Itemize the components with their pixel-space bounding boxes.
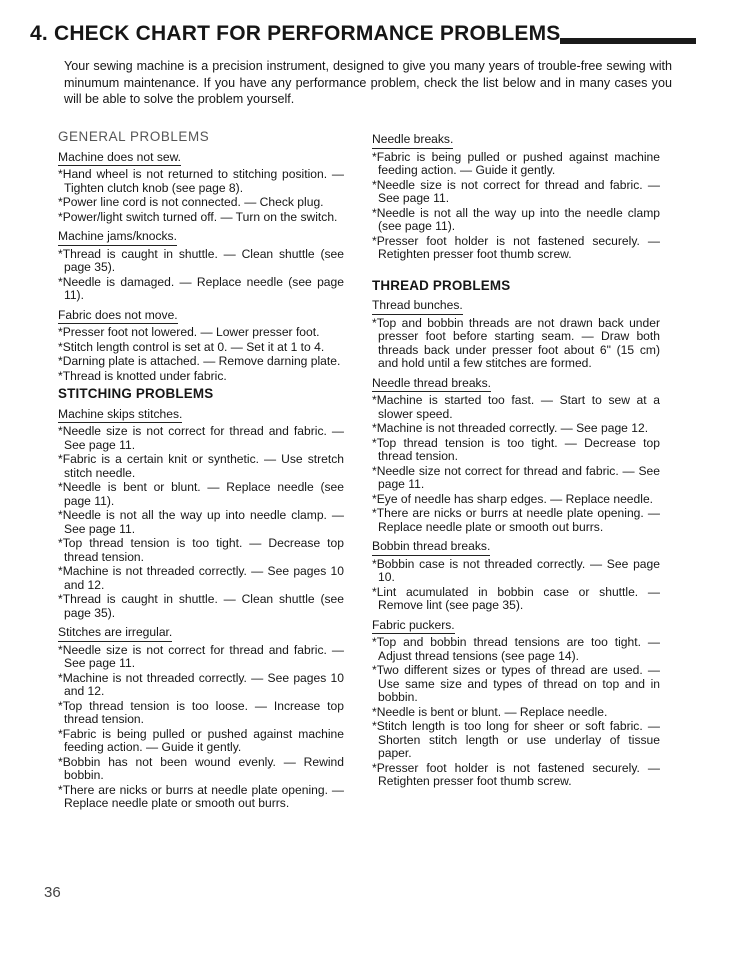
- problem-heading: Thread bunches.: [372, 299, 463, 315]
- list-item: *Needle is not all the way up into needle clamp. — See page 11.: [58, 508, 344, 536]
- list-item: *Bobbin has not been wound evenly. — Rewind bobbin.: [58, 754, 344, 782]
- list-item: *Fabric is a certain knit or synthetic. — Use stretch stitch needle.: [58, 452, 344, 480]
- section-heading-stitching: STITCHING PROBLEMS: [58, 386, 214, 401]
- list-item: *Fabric is being pulled or pushed against machine feeding action. — Guide it gently.: [58, 726, 344, 754]
- list-item: *Needle is bent or blunt. — Replace needle (see page 11).: [58, 480, 344, 508]
- list-item: *Top thread tension is too tight. — Decrease top thread tension.: [58, 536, 344, 564]
- list-item: *Needle size is not correct for thread and fabric. — See page 11.: [58, 642, 344, 670]
- list-item: *Needle is not all the way up into the needle clamp (see page 11).: [372, 205, 660, 233]
- intro-paragraph: Your sewing machine is a precision instrument, designed to give you many years of trouble-free sewing with minumum maintenance. If you have any performance problem, check the list below and in many cases you will be able to solve the problem yourself.: [64, 59, 672, 106]
- list-item: *Presser foot not lowered. — Lower presser foot.: [58, 325, 320, 339]
- problem-heading: Stitches are irregular.: [58, 626, 172, 642]
- list-item: *Stitch length control is set at 0. — Set it at 1 to 4.: [58, 339, 325, 354]
- list-item: *Fabric is being pulled or pushed against machine feeding action. — Guide it gently.: [372, 149, 660, 177]
- list-item: *There are nicks or burrs at needle plate opening. — Replace needle plate or smooth out burrs.: [372, 506, 660, 534]
- list-item: *Power line cord is not connected. — Check plug.: [58, 195, 324, 209]
- list-item: *Top thread tension is too loose. — Increase top thread tension.: [58, 698, 344, 726]
- list-item: *Presser foot holder is not fastened securely. — Retighten presser foot thumb screw.: [372, 233, 660, 261]
- list-item: *Machine is started too fast. — Start to sew at a slower speed.: [372, 393, 660, 421]
- list-item: *Hand wheel is not returned to stitching position. — Tighten clutch knob (see page 8).: [58, 167, 344, 195]
- list-item: *Machine is not threaded correctly. — See pages 10 and 12.: [58, 564, 344, 592]
- section-heading-general: GENERAL PROBLEMS: [58, 129, 210, 144]
- title-rule: [560, 38, 696, 44]
- list-item: *Stitch length is too long for sheer or soft fabric. — Shorten stitch length or use underlay of tissue paper.: [372, 719, 660, 760]
- list-item: *Machine is not threaded correctly. — See pages 10 and 12.: [58, 670, 344, 698]
- list-item: *Needle size not correct for thread and fabric. — See page 11.: [372, 463, 660, 491]
- list-item: *Machine is not threaded correctly. — See page 12.: [372, 421, 649, 435]
- list-item: *Top thread tension is too tight. — Decrease top thread tension.: [372, 435, 660, 463]
- list-item: *Bobbin case is not threaded correctly. — See page 10.: [372, 556, 660, 584]
- list-item: *Needle is bent or blunt. — Replace needle.: [372, 704, 608, 719]
- list-item: *Top and bobbin threads are not drawn back under presser foot before starting seam. — Draw both threads back under presser foot about 6" (15 cm) and hold until a few stitches are formed.: [372, 315, 660, 370]
- list-item: *Top and bobbin thread tensions are too tight. — Adjust thread tensions (see page 14).: [372, 635, 660, 663]
- right-column: [372, 133, 660, 790]
- page-title: 4. CHECK CHART FOR PERFORMANCE PROBLEMS: [30, 22, 561, 45]
- list-item: *Needle size is not correct for thread and fabric. — See page 11.: [58, 424, 344, 452]
- problem-heading: Fabric does not move.: [58, 309, 178, 325]
- list-item: *Needle size is not correct for thread and fabric. — See page 11.: [372, 177, 660, 205]
- left-column: [58, 130, 344, 812]
- list-item: *Needle is damaged. — Replace needle (see page 11).: [58, 274, 344, 302]
- section-heading-thread: THREAD PROBLEMS: [372, 277, 511, 293]
- list-item: *Thread is caught in shuttle. — Clean shuttle (see page 35).: [58, 246, 344, 274]
- list-item: *Darning plate is attached. — Remove darning plate.: [58, 354, 341, 368]
- problem-heading: Machine does not sew.: [58, 151, 181, 167]
- problem-heading: Needle thread breaks.: [372, 377, 491, 393]
- problem-heading: Bobbin thread breaks.: [372, 540, 490, 556]
- list-item: *There are nicks or burrs at needle plate opening. — Replace needle plate or smooth out burrs.: [58, 782, 344, 810]
- problem-heading: Machine skips stitches.: [58, 408, 182, 424]
- problem-heading: Needle breaks.: [372, 133, 453, 149]
- problem-heading: Fabric puckers.: [372, 619, 455, 635]
- problem-heading: Machine jams/knocks.: [58, 230, 177, 246]
- list-item: *Lint acumulated in bobbin case or shuttle. — Remove lint (see page 35).: [372, 584, 660, 612]
- list-item: *Presser foot holder is not fastened securely. — Retighten presser foot thumb screw.: [372, 760, 660, 788]
- list-item: *Power/light switch turned off. — Turn on the switch.: [58, 209, 338, 224]
- list-item: *Thread is caught in shuttle. — Clean shuttle (see page 35).: [58, 592, 344, 620]
- list-item: *Thread is knotted under fabric.: [58, 368, 227, 383]
- list-item: *Two different sizes or types of thread are used. — Use same size and types of thread on top and in bobbin.: [372, 663, 660, 704]
- page-number: 36: [44, 884, 61, 901]
- list-item: *Eye of needle has sharp edges. — Replace needle.: [372, 491, 654, 506]
